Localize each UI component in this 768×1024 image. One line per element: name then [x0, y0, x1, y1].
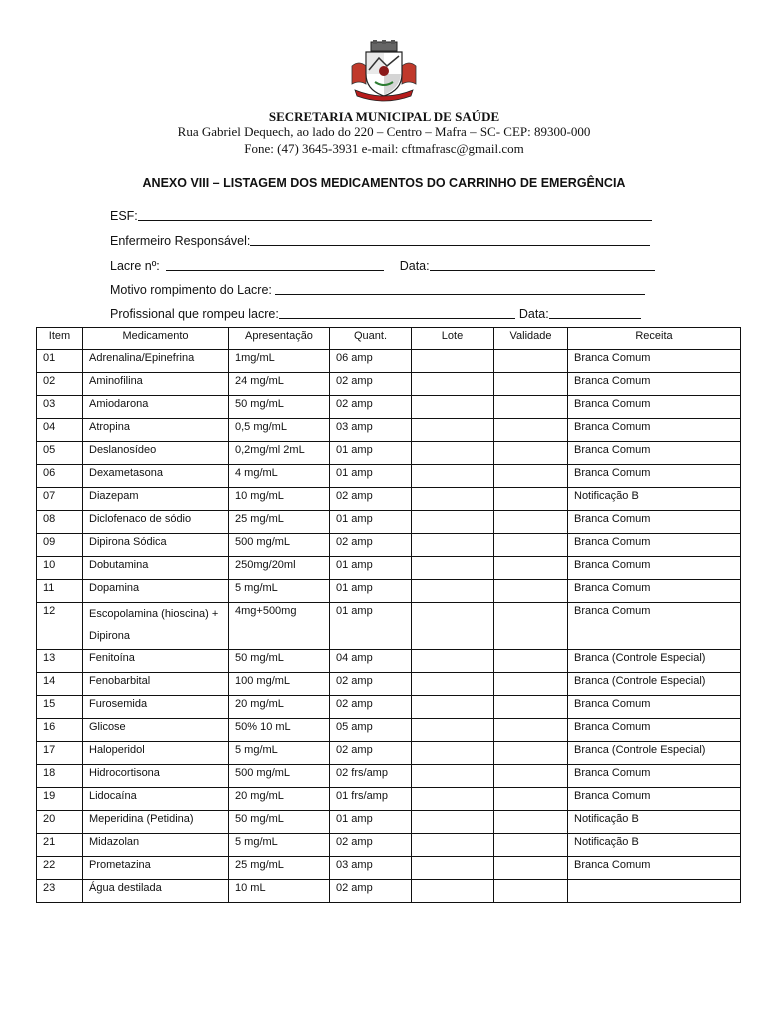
table-header-row — [37, 328, 741, 350]
esf-line — [138, 208, 652, 221]
cell-medicamento: Prometazina — [83, 857, 229, 880]
cell-item: 04 — [37, 419, 83, 442]
cell-receita: Branca Comum — [568, 534, 741, 557]
cell-validade — [494, 811, 568, 834]
cell-quant: 03 amp — [330, 419, 412, 442]
cell-lote — [412, 580, 494, 603]
cell-item: 01 — [37, 350, 83, 373]
cell-lote — [412, 603, 494, 650]
cell-quant: 02 frs/amp — [330, 765, 412, 788]
breaker-date-label: Data: — [518, 307, 549, 321]
cell-lote — [412, 350, 494, 373]
cell-lote — [412, 534, 494, 557]
cell-medicamento: Fenobarbital — [83, 673, 229, 696]
cell-quant: 01 frs/amp — [330, 788, 412, 811]
cell-apresentacao: 5 mg/mL — [229, 834, 330, 857]
table-row — [37, 834, 741, 857]
cell-medicamento: Diazepam — [83, 488, 229, 511]
header-address: Rua Gabriel Dequech, ao lado do 220 – Centro – Mafra – SC- CEP: 89300-000 — [177, 124, 591, 139]
cell-validade — [494, 765, 568, 788]
cell-medicamento: Dexametasona — [83, 465, 229, 488]
cell-item: 22 — [37, 857, 83, 880]
cell-apresentacao: 0,2mg/ml 2mL — [229, 442, 330, 465]
cell-apresentacao: 5 mg/mL — [229, 580, 330, 603]
cell-receita: Branca Comum — [568, 373, 741, 396]
cell-item: 09 — [37, 534, 83, 557]
cell-medicamento: Furosemida — [83, 696, 229, 719]
cell-quant: 02 amp — [330, 373, 412, 396]
cell-apresentacao: 1mg/mL — [229, 350, 330, 373]
cell-apresentacao: 100 mg/mL — [229, 673, 330, 696]
cell-quant: 01 amp — [330, 603, 412, 650]
seal-label: Lacre nº: — [110, 259, 160, 273]
table-row — [37, 442, 741, 465]
cell-quant: 02 amp — [330, 880, 412, 903]
table-row — [37, 396, 741, 419]
cell-lote — [412, 788, 494, 811]
nurse-label: Enfermeiro Responsável: — [110, 234, 251, 248]
cell-quant: 01 amp — [330, 811, 412, 834]
esf-label: ESF: — [110, 209, 138, 223]
cell-validade — [494, 880, 568, 903]
cell-validade — [494, 580, 568, 603]
table-row — [37, 857, 741, 880]
cell-receita: Branca Comum — [568, 511, 741, 534]
cell-medicamento: Adrenalina/Epinefrina — [83, 350, 229, 373]
medication-table — [36, 327, 741, 903]
cell-apresentacao: 4mg+500mg — [229, 603, 330, 650]
cell-validade — [494, 857, 568, 880]
cell-quant: 04 amp — [330, 650, 412, 673]
cell-receita: Branca Comum — [568, 396, 741, 419]
cell-item: 18 — [37, 765, 83, 788]
cell-validade — [494, 534, 568, 557]
seal-date-label: Data: — [399, 259, 430, 273]
cell-item: 06 — [37, 465, 83, 488]
header-quant: Quant. — [330, 328, 412, 350]
header-item: Item — [37, 328, 83, 350]
cell-item: 12 — [37, 603, 83, 650]
cell-medicamento: Midazolan — [83, 834, 229, 857]
cell-validade — [494, 834, 568, 857]
cell-quant: 01 amp — [330, 465, 412, 488]
cell-lote — [412, 719, 494, 742]
table-row — [37, 511, 741, 534]
cell-quant: 01 amp — [330, 557, 412, 580]
cell-validade — [494, 373, 568, 396]
cell-lote — [412, 465, 494, 488]
document-title: ANEXO VIII – LISTAGEM DOS MEDICAMENTOS DO CARRINHO DE EMERGÊNCIA — [142, 176, 626, 190]
cell-lote — [412, 442, 494, 465]
cell-medicamento: Glicose — [83, 719, 229, 742]
cell-receita: Branca Comum — [568, 557, 741, 580]
cell-receita: Branca Comum — [568, 465, 741, 488]
cell-apresentacao: 25 mg/mL — [229, 511, 330, 534]
cell-lote — [412, 696, 494, 719]
header-phone: Fone: (47) 3645-3931 e-mail: cftmafrasc@gmail.com — [244, 141, 524, 156]
cell-lote — [412, 557, 494, 580]
cell-receita: Branca Comum — [568, 580, 741, 603]
cell-quant: 02 amp — [330, 488, 412, 511]
cell-lote — [412, 765, 494, 788]
table-row — [37, 580, 741, 603]
table-row — [37, 880, 741, 903]
header-receita: Receita — [568, 328, 741, 350]
cell-validade — [494, 396, 568, 419]
cell-lote — [412, 488, 494, 511]
cell-item: 07 — [37, 488, 83, 511]
table-row — [37, 488, 741, 511]
cell-quant: 02 amp — [330, 834, 412, 857]
cell-medicamento: Deslanosídeo — [83, 442, 229, 465]
cell-lote — [412, 373, 494, 396]
seal-field — [110, 258, 655, 274]
table-row — [37, 742, 741, 765]
cell-receita: Branca Comum — [568, 442, 741, 465]
reason-line — [275, 282, 645, 295]
cell-lote — [412, 811, 494, 834]
cell-receita: Branca Comum — [568, 350, 741, 373]
cell-lote — [412, 857, 494, 880]
cell-validade — [494, 419, 568, 442]
cell-receita: Branca Comum — [568, 719, 741, 742]
cell-lote — [412, 834, 494, 857]
cell-medicamento: Meperidina (Petidina) — [83, 811, 229, 834]
table-row — [37, 673, 741, 696]
cell-validade — [494, 488, 568, 511]
cell-apresentacao: 25 mg/mL — [229, 857, 330, 880]
esf-field — [110, 208, 652, 224]
table-row — [37, 373, 741, 396]
cell-receita: Branca (Controle Especial) — [568, 742, 741, 765]
cell-item: 21 — [37, 834, 83, 857]
cell-apresentacao: 50 mg/mL — [229, 811, 330, 834]
table-row — [37, 788, 741, 811]
cell-medicamento: Dobutamina — [83, 557, 229, 580]
cell-quant: 03 amp — [330, 857, 412, 880]
table-row — [37, 557, 741, 580]
cell-receita: Branca Comum — [568, 696, 741, 719]
cell-apresentacao: 250mg/20ml — [229, 557, 330, 580]
cell-item: 05 — [37, 442, 83, 465]
cell-apresentacao: 50% 10 mL — [229, 719, 330, 742]
cell-validade — [494, 465, 568, 488]
cell-quant: 02 amp — [330, 696, 412, 719]
table-row — [37, 465, 741, 488]
table-row — [37, 811, 741, 834]
cell-receita: Branca Comum — [568, 765, 741, 788]
cell-item: 13 — [37, 650, 83, 673]
breaker-date-line — [549, 306, 641, 319]
cell-apresentacao: 10 mg/mL — [229, 488, 330, 511]
cell-medicamento: Água destilada — [83, 880, 229, 903]
cell-apresentacao: 10 mL — [229, 880, 330, 903]
header-apresentacao: Apresentação — [229, 328, 330, 350]
cell-quant: 02 amp — [330, 534, 412, 557]
cell-item: 19 — [37, 788, 83, 811]
cell-apresentacao: 20 mg/mL — [229, 788, 330, 811]
table-row — [37, 534, 741, 557]
cell-apresentacao: 24 mg/mL — [229, 373, 330, 396]
cell-validade — [494, 742, 568, 765]
header-title: SECRETARIA MUNICIPAL DE SAÚDE — [268, 109, 500, 124]
cell-validade — [494, 788, 568, 811]
cell-item: 23 — [37, 880, 83, 903]
cell-quant: 01 amp — [330, 511, 412, 534]
cell-apresentacao: 20 mg/mL — [229, 696, 330, 719]
nurse-field — [110, 233, 650, 249]
cell-receita: Notificação B — [568, 834, 741, 857]
cell-receita — [568, 880, 741, 903]
cell-medicamento: Hidrocortisona — [83, 765, 229, 788]
cell-validade — [494, 350, 568, 373]
cell-item: 08 — [37, 511, 83, 534]
cell-lote — [412, 419, 494, 442]
header-validade: Validade — [494, 328, 568, 350]
cell-receita: Notificação B — [568, 488, 741, 511]
breaker-label: Profissional que rompeu lacre: — [110, 307, 279, 321]
cell-medicamento: Aminofilina — [83, 373, 229, 396]
cell-lote — [412, 673, 494, 696]
cell-medicamento: Haloperidol — [83, 742, 229, 765]
cell-quant: 02 amp — [330, 673, 412, 696]
cell-validade — [494, 696, 568, 719]
cell-lote — [412, 880, 494, 903]
cell-apresentacao: 500 mg/mL — [229, 534, 330, 557]
cell-validade — [494, 511, 568, 534]
cell-quant: 01 amp — [330, 442, 412, 465]
cell-apresentacao: 500 mg/mL — [229, 765, 330, 788]
cell-quant: 02 amp — [330, 742, 412, 765]
municipal-coat-of-arms-icon — [349, 40, 419, 102]
cell-item: 15 — [37, 696, 83, 719]
table-row — [37, 765, 741, 788]
breaker-line — [279, 306, 515, 319]
table-row — [37, 650, 741, 673]
cell-medicamento: Diclofenaco de sódio — [83, 511, 229, 534]
cell-medicamento: Dipirona Sódica — [83, 534, 229, 557]
breaker-field — [110, 306, 641, 322]
table-row — [37, 719, 741, 742]
cell-item: 16 — [37, 719, 83, 742]
table-row — [37, 696, 741, 719]
table-row — [37, 419, 741, 442]
cell-quant: 05 amp — [330, 719, 412, 742]
cell-receita: Notificação B — [568, 811, 741, 834]
cell-medicamento: Dopamina — [83, 580, 229, 603]
cell-quant: 06 amp — [330, 350, 412, 373]
cell-item: 14 — [37, 673, 83, 696]
cell-receita: Branca (Controle Especial) — [568, 673, 741, 696]
cell-quant: 01 amp — [330, 580, 412, 603]
cell-item: 11 — [37, 580, 83, 603]
cell-medicamento: Escopolamina (hioscina) + Dipirona — [83, 603, 229, 650]
cell-receita: Branca Comum — [568, 857, 741, 880]
seal-line — [166, 258, 384, 271]
cell-item: 03 — [37, 396, 83, 419]
seal-date-line — [430, 258, 655, 271]
cell-lote — [412, 650, 494, 673]
cell-item: 02 — [37, 373, 83, 396]
cell-apresentacao: 0,5 mg/mL — [229, 419, 330, 442]
cell-lote — [412, 742, 494, 765]
cell-lote — [412, 511, 494, 534]
cell-receita: Branca Comum — [568, 603, 741, 650]
cell-lote — [412, 396, 494, 419]
cell-validade — [494, 650, 568, 673]
cell-item: 17 — [37, 742, 83, 765]
cell-medicamento: Lidocaína — [83, 788, 229, 811]
table-row — [37, 350, 741, 373]
cell-validade — [494, 719, 568, 742]
header-medicamento: Medicamento — [83, 328, 229, 350]
cell-apresentacao: 5 mg/mL — [229, 742, 330, 765]
reason-field — [110, 282, 645, 298]
cell-medicamento: Atropina — [83, 419, 229, 442]
reason-label: Motivo rompimento do Lacre: — [110, 283, 272, 297]
table-row — [37, 603, 741, 650]
cell-validade — [494, 673, 568, 696]
cell-receita: Branca Comum — [568, 788, 741, 811]
cell-validade — [494, 442, 568, 465]
nurse-line — [250, 233, 650, 246]
cell-item: 10 — [37, 557, 83, 580]
header-lote: Lote — [412, 328, 494, 350]
cell-medicamento: Fenitoína — [83, 650, 229, 673]
cell-receita: Branca Comum — [568, 419, 741, 442]
cell-apresentacao: 50 mg/mL — [229, 650, 330, 673]
cell-validade — [494, 557, 568, 580]
cell-item: 20 — [37, 811, 83, 834]
cell-validade — [494, 603, 568, 650]
cell-quant: 02 amp — [330, 396, 412, 419]
cell-medicamento: Amiodarona — [83, 396, 229, 419]
cell-receita: Branca (Controle Especial) — [568, 650, 741, 673]
cell-apresentacao: 4 mg/mL — [229, 465, 330, 488]
cell-apresentacao: 50 mg/mL — [229, 396, 330, 419]
